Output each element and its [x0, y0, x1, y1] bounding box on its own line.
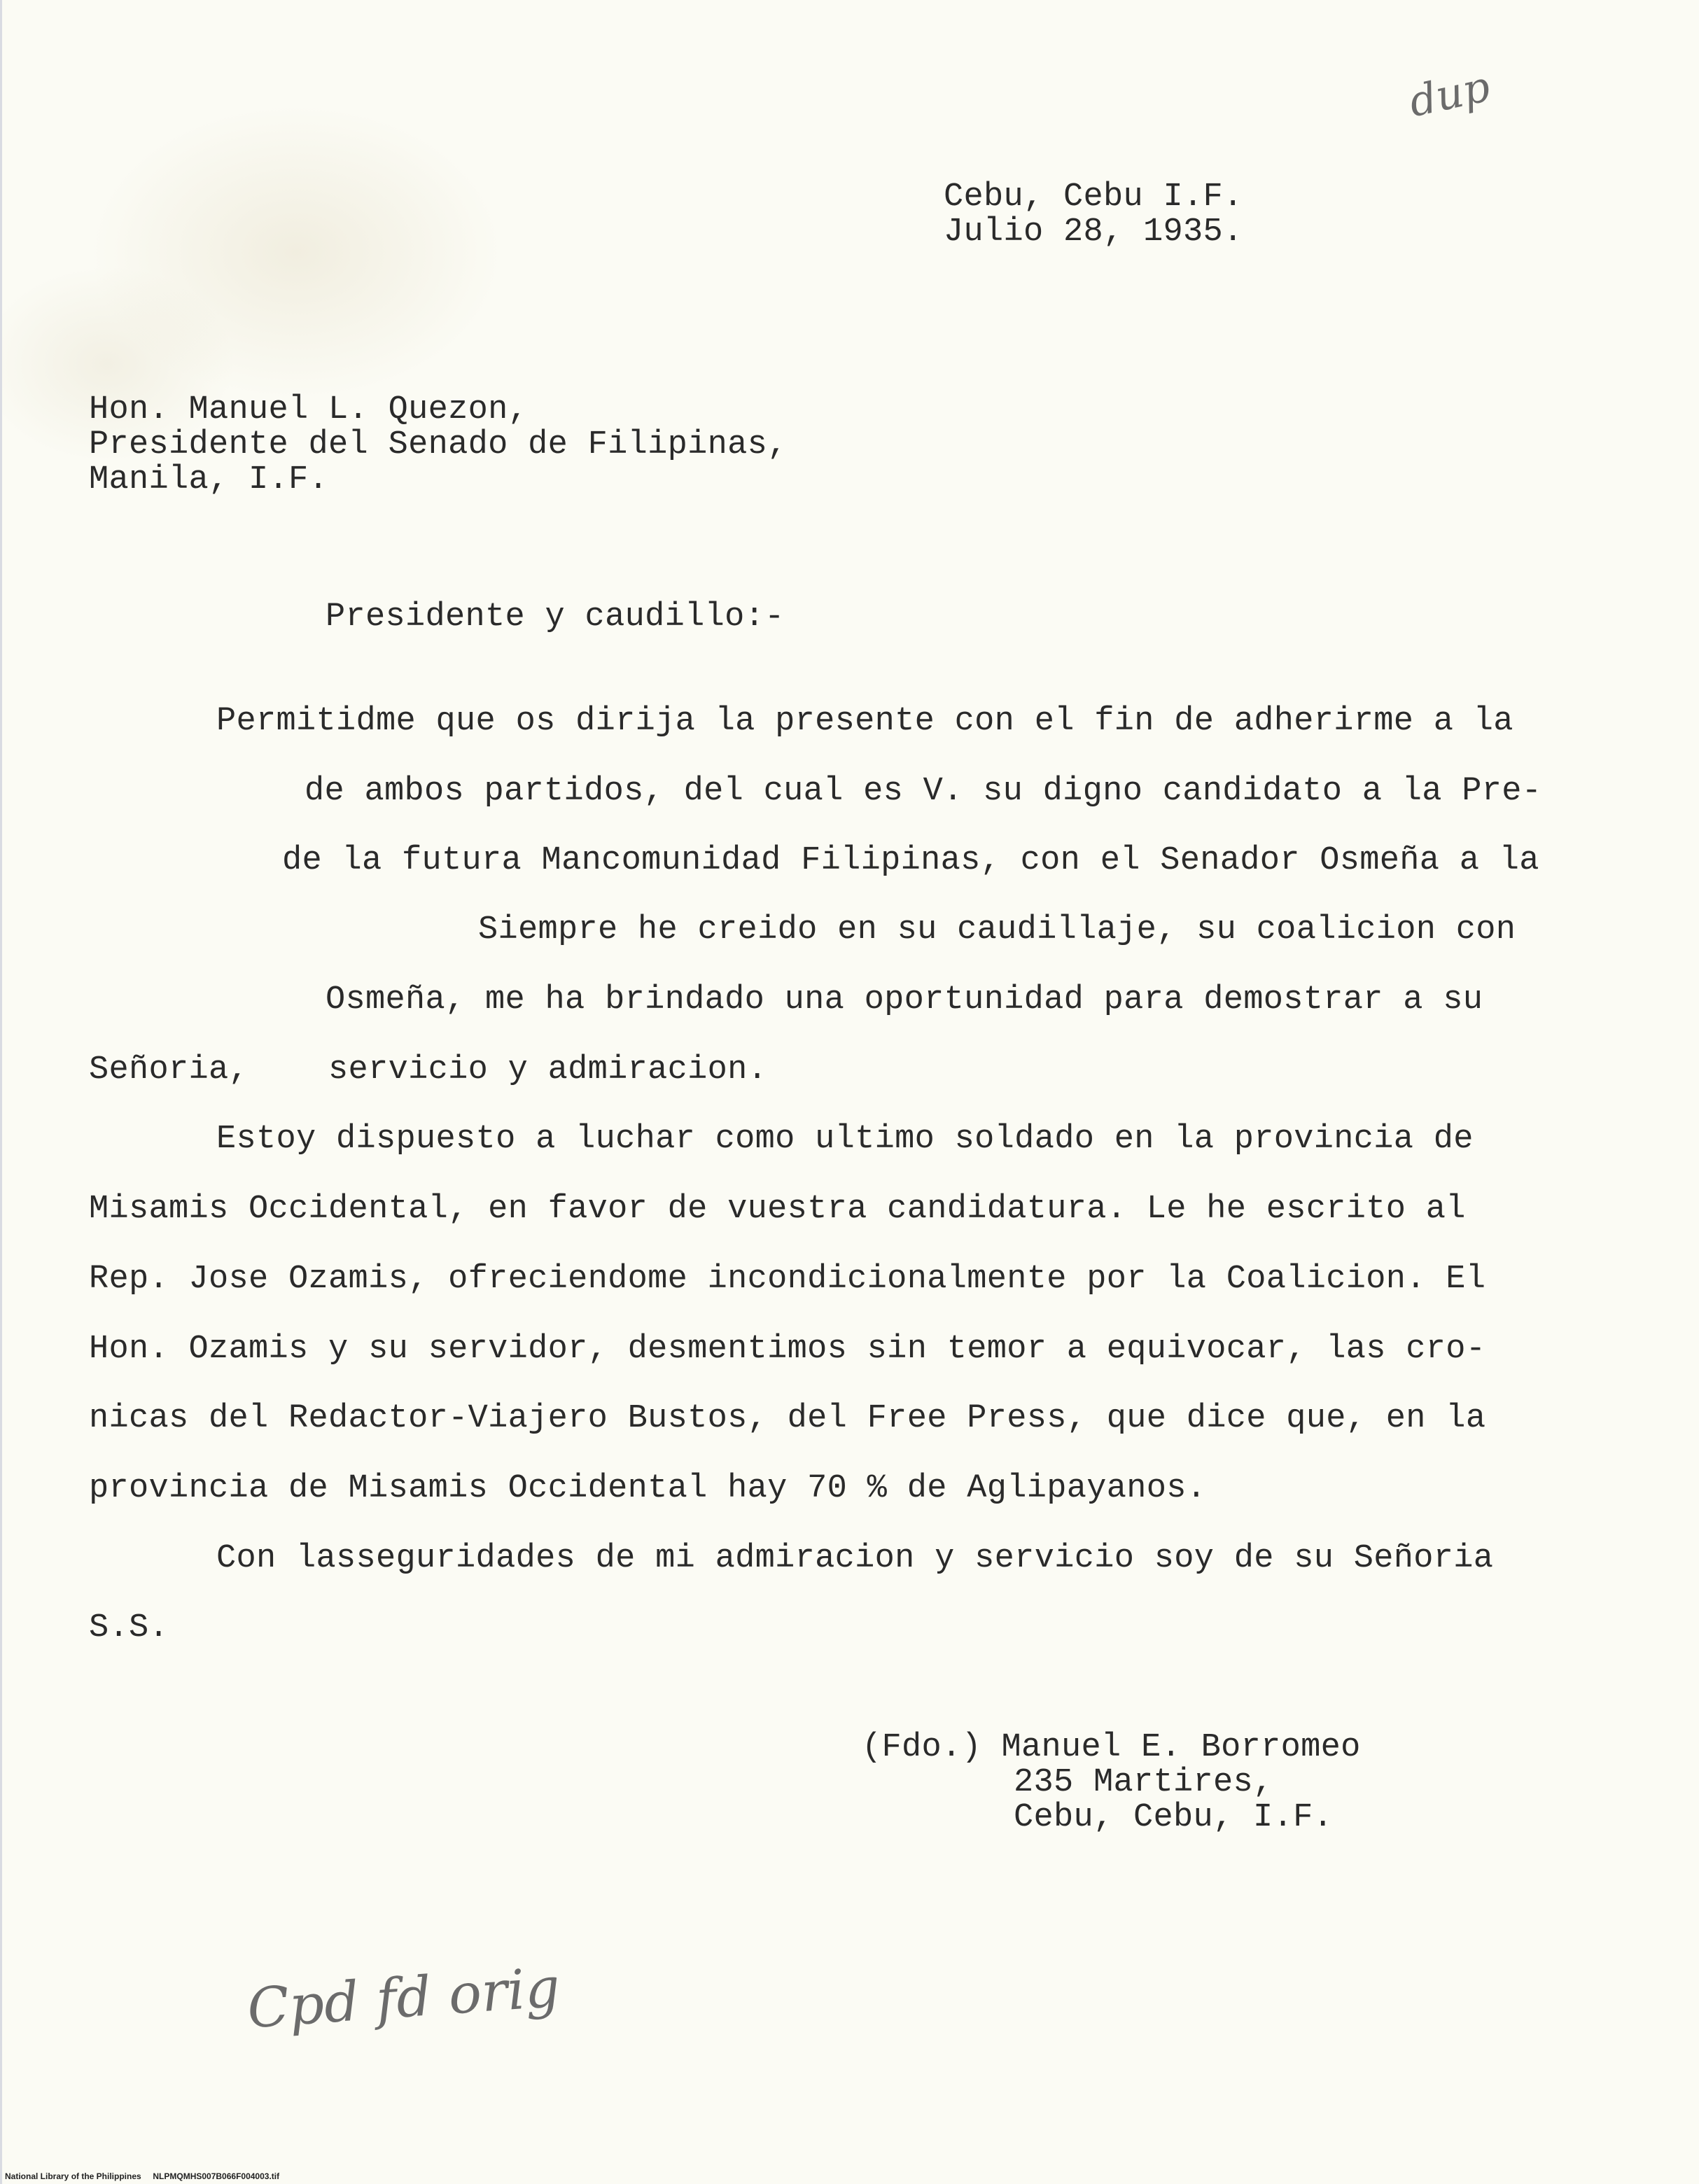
body-line: provincia de Misamis Occidental hay 70 % de Aglipayanos.	[89, 1470, 1207, 1507]
date-line: Julio 28, 1935.	[944, 214, 1243, 251]
body-line: Osmeña, me ha brindado una oportunidad para demostrar a su	[326, 981, 1483, 1018]
body-line: Misamis Occidental, en favor de vuestra candidatura. Le he escrito al	[89, 1191, 1466, 1228]
body-line: Hon. Ozamis y su servidor, desmentimos sin temor a equivocar, las cro-	[89, 1331, 1486, 1368]
body-line: de ambos partidos, del cual es V. su digno candidato a la Pre-	[305, 773, 1542, 810]
body-line: nicas del Redactor-Viajero Bustos, del Free Press, que dice que, en la	[89, 1400, 1486, 1437]
signature-address: 235 Martires,	[1014, 1764, 1273, 1801]
library-name: National Library of the Philippines	[5, 2171, 141, 2181]
recipient-name: Hon. Manuel L. Quezon,	[89, 391, 529, 428]
handwritten-note-bottom: Cpd fd orig	[245, 1956, 562, 2041]
body-line: Permitidme que os dirija la presente con el fin de adherirme a la	[216, 703, 1513, 740]
body-line: Con lasseguridades de mi admiracion y servicio soy de su Señoria	[216, 1540, 1494, 1577]
place-line: Cebu, Cebu I.F.	[944, 178, 1243, 216]
body-line: Rep. Jose Ozamis, ofreciendome incondicionalmente por la Coalicion. El	[89, 1261, 1486, 1298]
signature-city: Cebu, Cebu, I.F.	[1014, 1799, 1334, 1836]
handwritten-note-top: dup	[1404, 62, 1495, 127]
body-line: S.S.	[89, 1609, 169, 1646]
body-line: Señoria, servicio y admiracion.	[89, 1051, 768, 1088]
archive-footer	[5, 2171, 279, 2181]
salutation: Presidente y caudillo:-	[326, 598, 785, 636]
body-line: Siempre he creido en su caudillaje, su coalicion con	[478, 911, 1516, 948]
recipient-title: Presidente del Senado de Filipinas,	[89, 426, 788, 463]
body-line: de la futura Mancomunidad Filipinas, con el Senador Osmeña a la	[282, 842, 1539, 879]
file-name: NLPMQMHS007B066F004003.tif	[153, 2171, 280, 2181]
body-line: Estoy dispuesto a luchar como ultimo soldado en la provincia de	[216, 1121, 1474, 1158]
signature-name: (Fdo.) Manuel E. Borromeo	[862, 1729, 1361, 1766]
recipient-city: Manila, I.F.	[89, 461, 329, 498]
